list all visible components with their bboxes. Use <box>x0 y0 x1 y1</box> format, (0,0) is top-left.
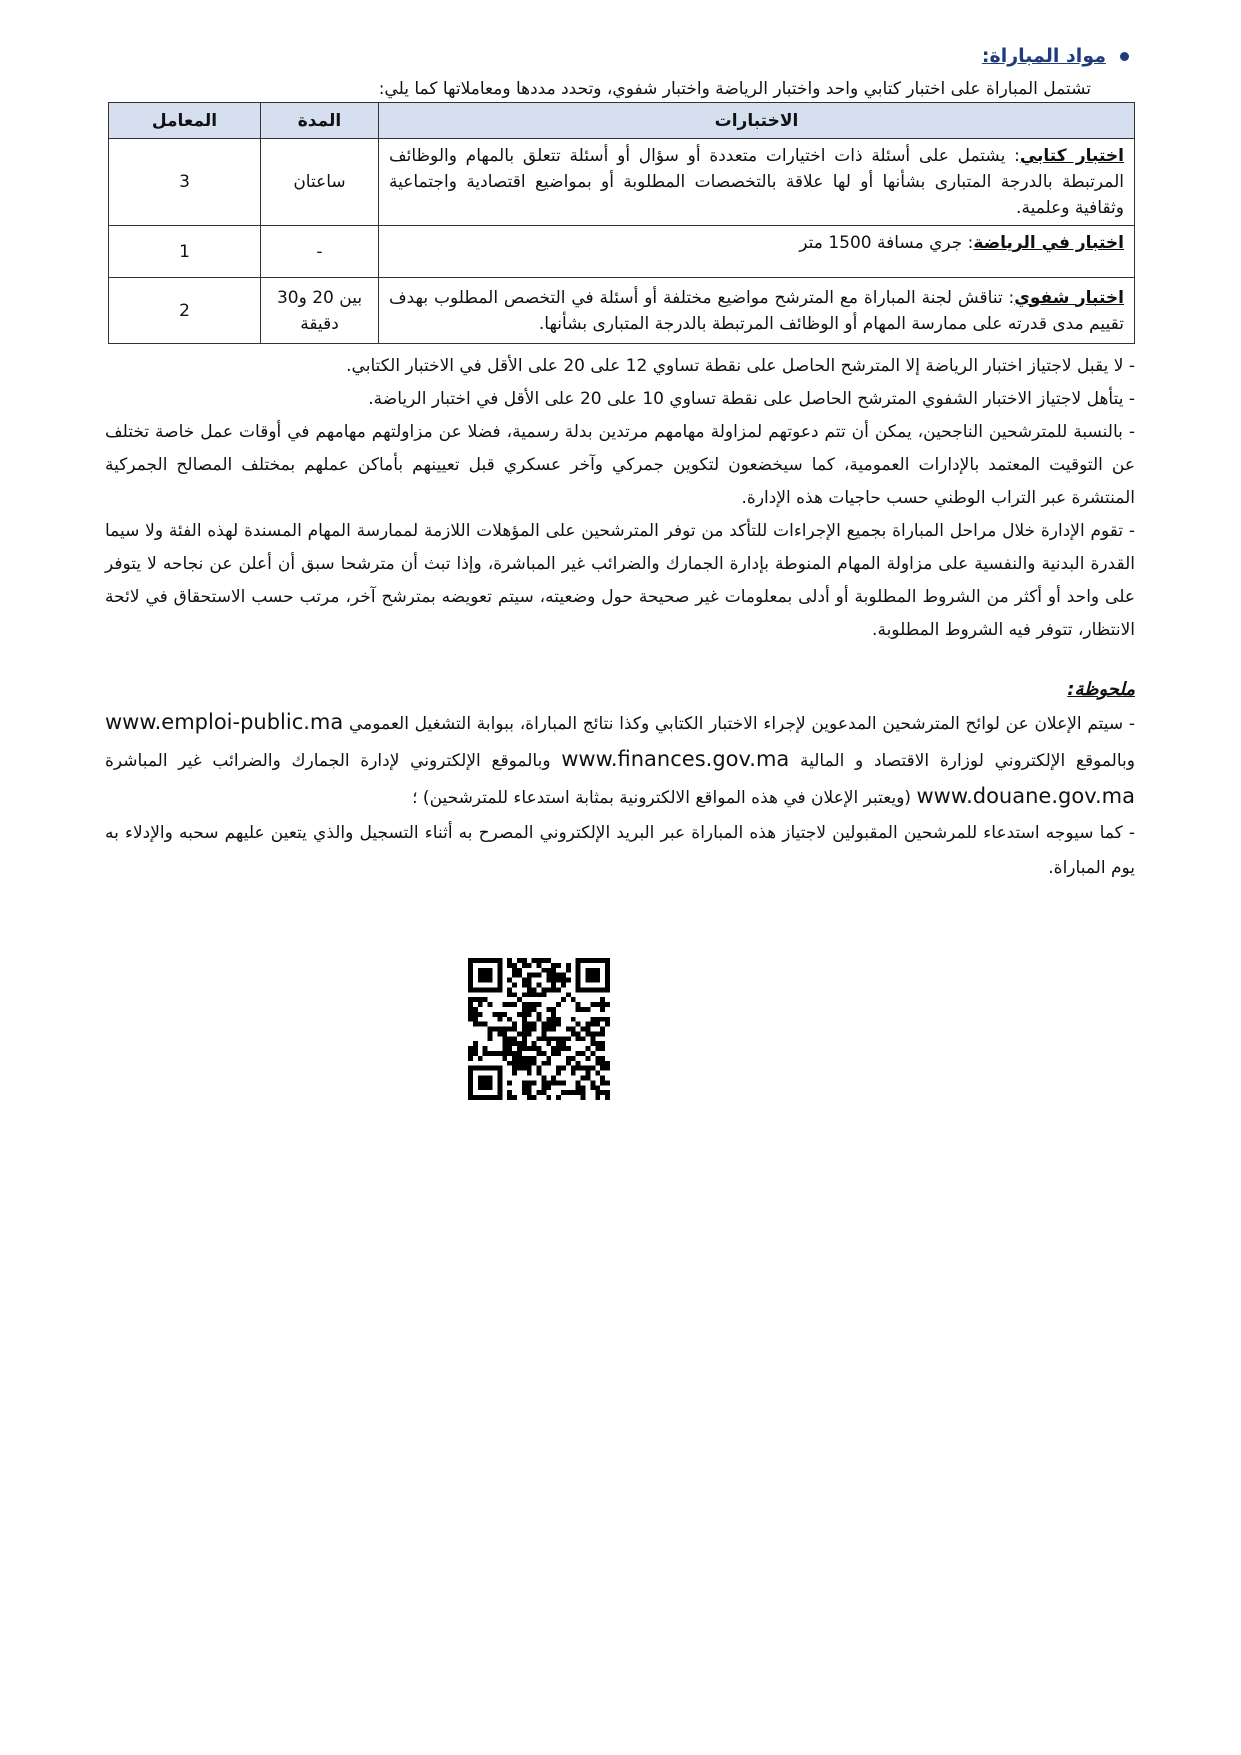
note-text: (ويعتبر الإعلان في هذه المواقع الالكترونية بمثابة استدعاء للمترشحين) ؛ <box>412 788 917 808</box>
table-row <box>109 278 1135 344</box>
note-text: وبالموقع الإلكتروني لوزارة الاقتصاد و المالية <box>789 751 1135 771</box>
note-title: ملحوظة: <box>1067 679 1135 700</box>
section-heading-text: مواد المباراة: <box>981 45 1106 67</box>
table-row <box>109 226 1135 278</box>
exam-duration: - <box>261 226 379 278</box>
exam-coefficient: 3 <box>109 139 261 226</box>
exam-details: : تناقش لجنة المباراة مع المترشح مواضيع مختلفة أو أسئلة في التخصص المطلوب بهدف تقييم مدى قدرته على ممارسة المهام أو الوظائف المرتبطة بالدرجة المتبارى بشأنها. <box>389 287 1124 334</box>
rule-item: - لا يقبل لاجتياز اختبار الرياضة إلا المترشح الحاصل على نقطة تساوي 12 على 20 على الأقل في الاختبار الكتابي. <box>346 356 1135 376</box>
intro-text: تشتمل المباراة على اختبار كتابي واحد واختبار الرياضة واختبار شفوي، وتحدد مددها ومعاملاتها كما يلي: <box>378 79 1091 99</box>
exam-coefficient: 2 <box>109 278 261 344</box>
header-coefficient: المعامل <box>109 103 261 139</box>
header-exams: الاختبارات <box>379 103 1135 139</box>
exam-name: اختبار في الرياضة <box>973 233 1124 253</box>
bullet-icon <box>1120 52 1129 61</box>
exam-description <box>379 226 1135 278</box>
exam-duration: بين 20 و30 دقيقة <box>261 278 379 344</box>
exam-description <box>379 278 1135 344</box>
exam-duration: ساعتان <box>261 139 379 226</box>
rule-item: - يتأهل لاجتياز الاختبار الشفوي المترشح الحاصل على نقطة تساوي 10 على 20 على الأقل في اختبار الرياضة. <box>368 389 1135 409</box>
rules-list <box>105 350 1135 647</box>
header-duration: المدة <box>261 103 379 139</box>
exam-name: اختبار كتابي <box>1019 146 1124 166</box>
section-heading <box>105 36 1135 76</box>
notes-block <box>105 705 1135 886</box>
exam-name: اختبار شفوي <box>1014 287 1124 308</box>
rule-item: - بالنسبة للمترشحين الناجحين، يمكن أن تتم دعوتهم لمزاولة مهامهم مرتدين بدلة رسمية، فضلا عن مزاولتهم مهامهم في أوقات عمل خاصة تختلف عن التوقيت المعتمد بالإدارات العمومية، كما سيخضعون لتكوين جمركي وآخر عسكري قبل تعيينهم بأماكن عملهم بمختلف المصالح الجمركية المنتشرة عبر التراب الوطني حسب حاجيات هذه الإدارة. <box>105 422 1135 508</box>
emploi-public-link[interactable]: www.emploi-public.ma <box>105 710 344 734</box>
exam-coefficient: 1 <box>109 226 261 278</box>
table-header-row <box>109 103 1135 139</box>
exam-description <box>379 139 1135 226</box>
qr-code-graphic <box>468 958 610 1100</box>
qr-code-icon <box>468 958 610 1100</box>
note-item: - كما سيوجه استدعاء للمرشحين المقبولين لاجتياز هذه المباراة عبر البريد الإلكتروني المصرح به أثناء التسجيل والذي يتعين عليهم سحبه والإدلاء به يوم المباراة. <box>105 823 1135 878</box>
note-item <box>105 705 1135 816</box>
exam-details: : جري مسافة 1500 متر <box>799 233 974 253</box>
rule-item: - تقوم الإدارة خلال مراحل المباراة بجميع الإجراءات للتأكد من توفر المترشحين على المؤهلات اللازمة لممارسة المهام المسندة لهذه الفئة ولا سيما القدرة البدنية والنفسية على مزاولة المهام المنوطة بإدارة الجمارك والضرائب غير المباشرة، وإذا تبث أن مترشحا سبق أن أعلن عن نجاحه لا يتوفر على واحد أو أكثر من الشروط المطلوبة أو أدلى بمعلومات غير صحيحة حول وضعيته، سيتم تعويضه بمترشح آخر، مرتب حسب الاستحقاق في لائحة الانتظار، تتوفر فيه الشروط المطلوبة. <box>105 521 1135 640</box>
note-text: وبالموقع الإلكتروني لإدارة الجمارك والضرائب غير المباشرة <box>105 751 562 771</box>
table-row <box>109 139 1135 226</box>
note-text: - سيتم الإعلان عن لوائح المترشحين المدعوين لإجراء الاختبار الكتابي وكذا نتائج المباراة، ببوابة التشغيل العمومي <box>343 714 1135 734</box>
document-page <box>105 36 1135 886</box>
finances-link[interactable]: www.finances.gov.ma <box>561 747 790 771</box>
exam-details: : يشتمل على أسئلة ذات اختيارات متعددة أو سؤال أو أسئلة تتعلق بالمهام والوظائف المرتبطة بالدرجة المتبارى بشأنها أو لها علاقة بالتخصصات المطلوبة أو بمواضيع اقتصادية واجتماعية وثقافية وعلمية. <box>389 146 1124 218</box>
douane-link[interactable]: www.douane.gov.ma <box>916 784 1135 808</box>
exams-table <box>108 102 1135 344</box>
